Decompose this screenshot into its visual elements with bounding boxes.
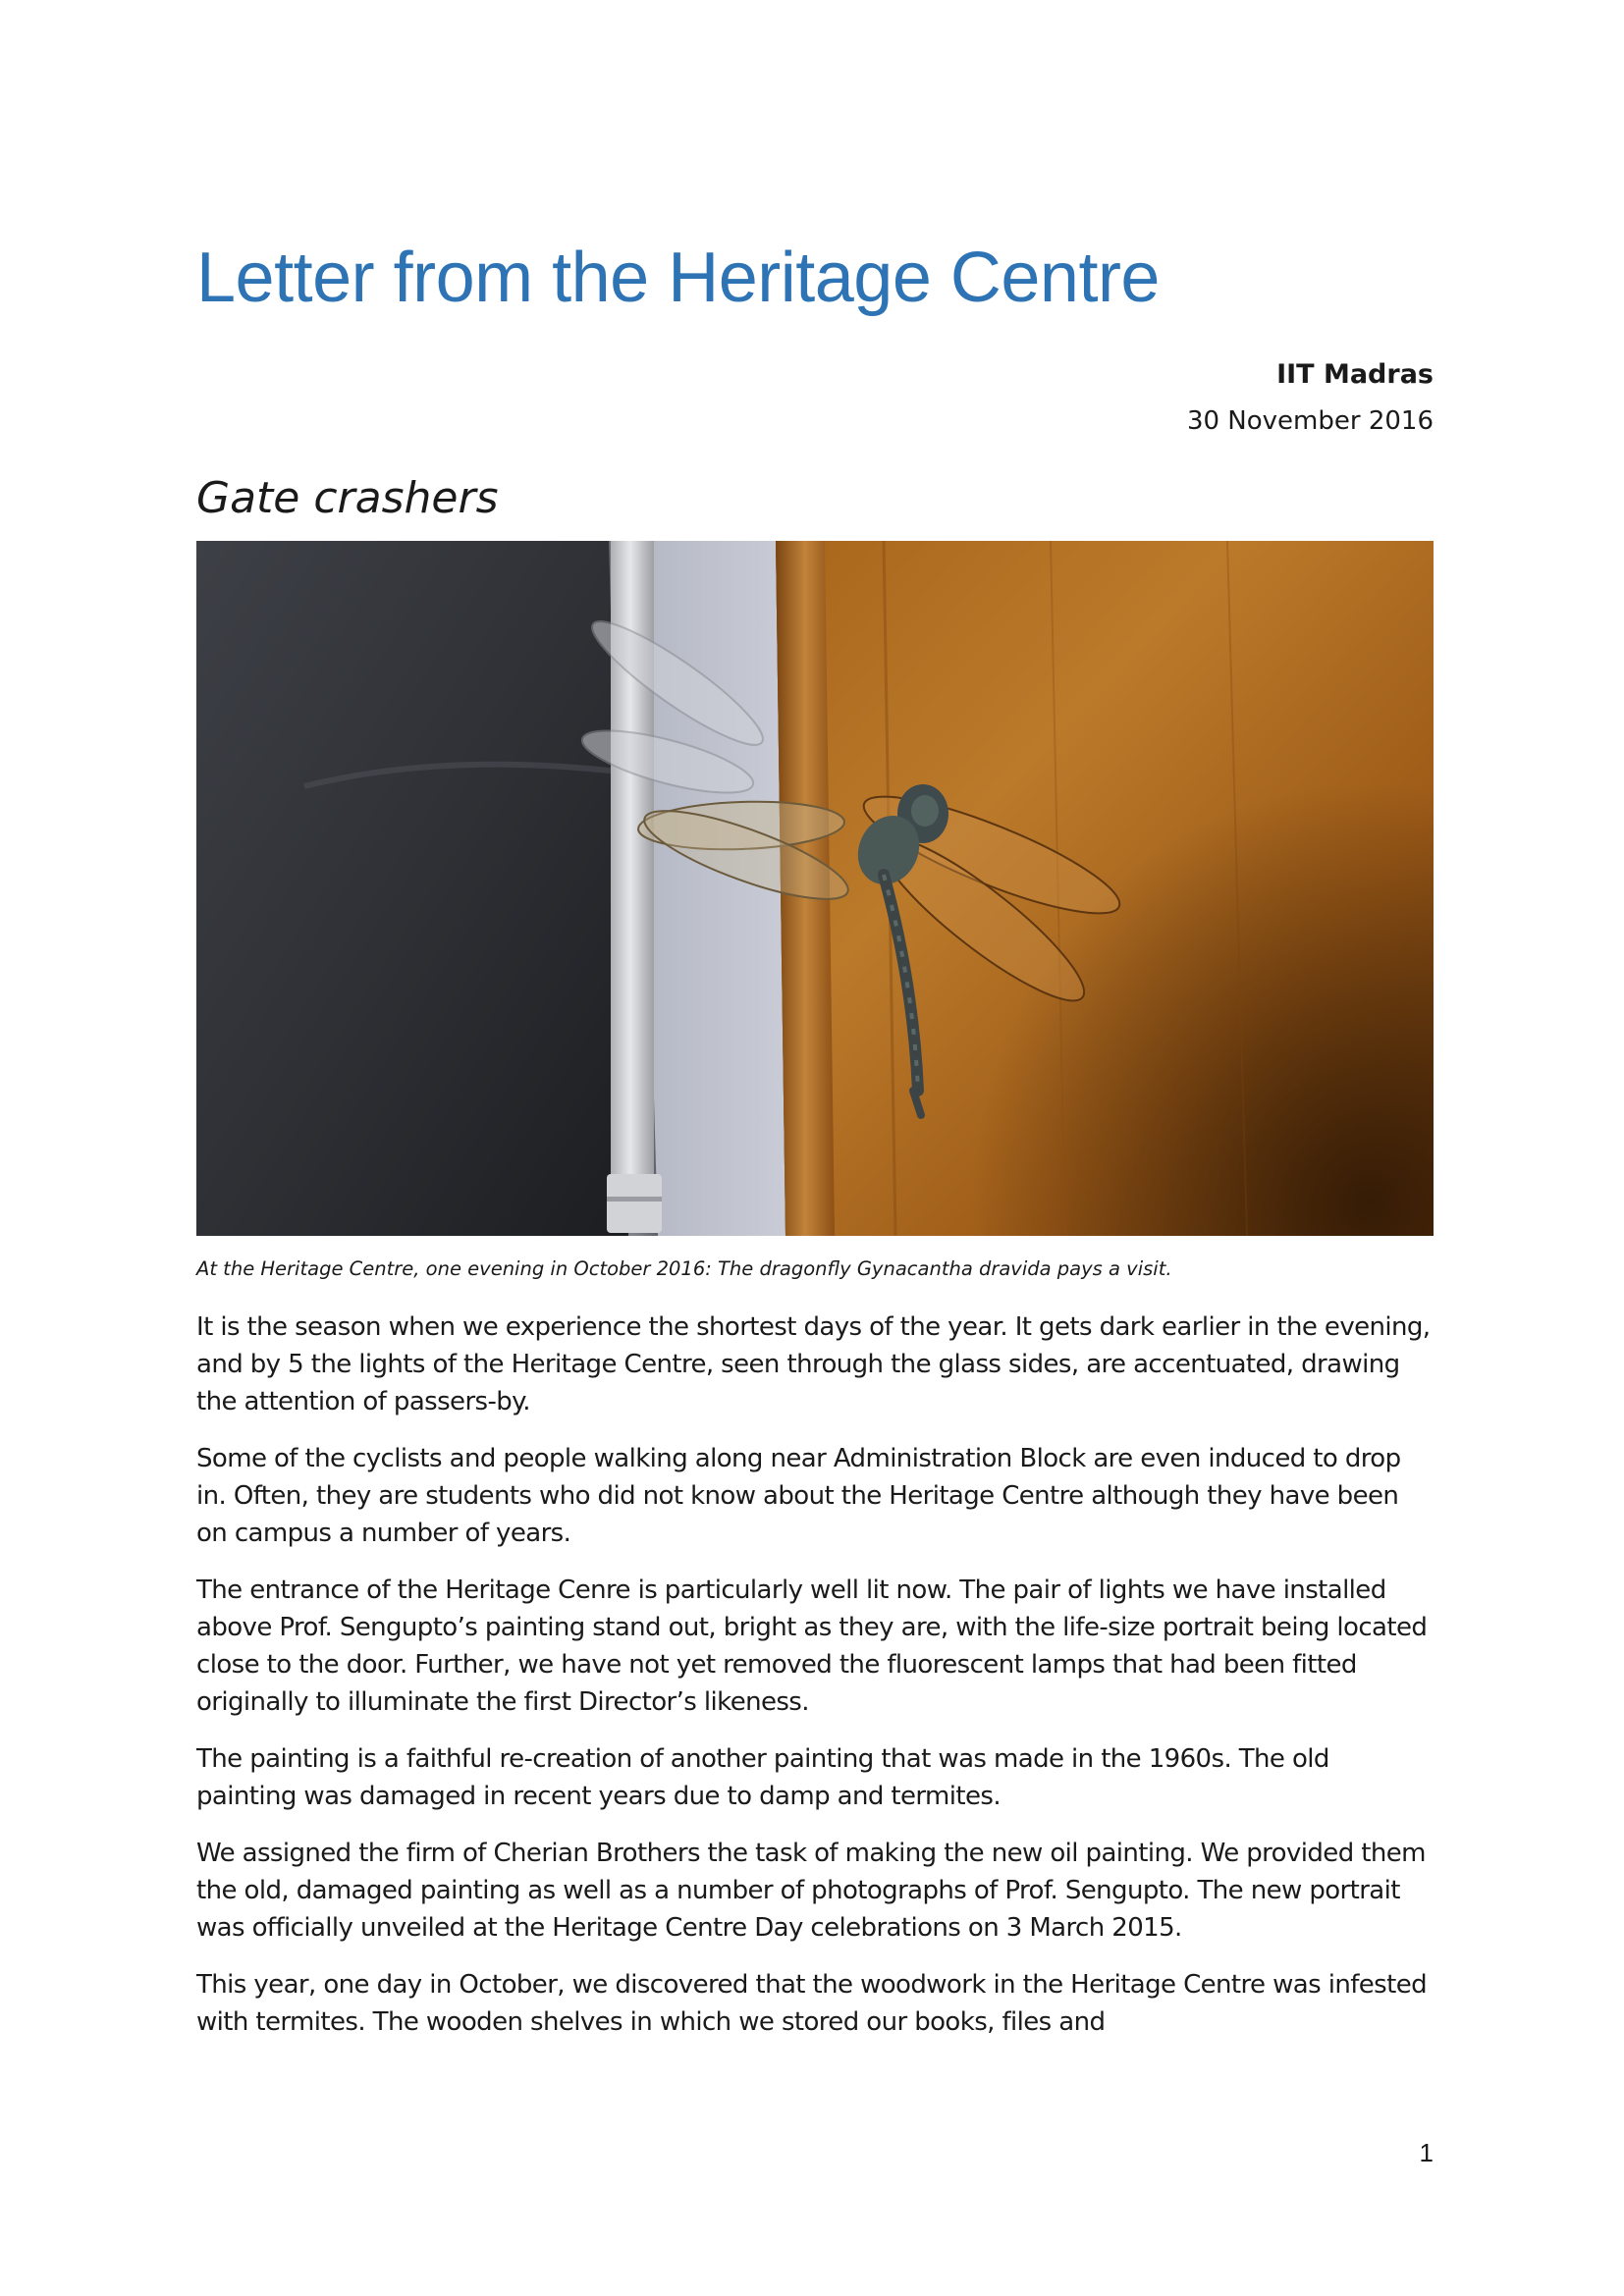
- paragraph: The painting is a faithful re-creation of another painting that was made in the 1960s. The old painting was damaged in recent years due to damp and termites.: [196, 1744, 1329, 1811]
- page-number: 1: [1419, 2138, 1434, 2167]
- paragraph: It is the season when we experience the shortest days of the year. It gets dark earlier in the evening, and by 5 the lights of the Heritage Centre, seen through the glass sides, are accentuated, drawing the attention of passers-by.: [196, 1312, 1431, 1416]
- letter-date: 30 November 2016: [1186, 406, 1434, 436]
- paragraph: This year, one day in October, we discovered that the woodwork in the Heritage Centre was infested with termites. The wooden shelves in which we stored our books, files and: [196, 1970, 1427, 2037]
- organization-name: IIT Madras: [1276, 359, 1434, 390]
- page-title: Letter from the Heritage Centre: [196, 239, 1160, 317]
- paragraph: The entrance of the Heritage Cenre is particularly well lit now. The pair of lights we have installed above Prof. Sengupto’s painting stand out, bright as they are, with the life-size portrait being located close to the door. Further, we have not yet removed the fluorescent lamps that had been fitted originally to illuminate the first Director’s likeness.: [196, 1575, 1428, 1717]
- figure-caption: At the Heritage Centre, one evening in October 2016: The dragonfly Gynacantha dravida pays a visit.: [196, 1257, 1172, 1280]
- section-heading: Gate crashers: [196, 473, 499, 523]
- paragraph: Some of the cyclists and people walking along near Administration Block are even induced to drop in. Often, they are students who did not know about the Heritage Centre although they have been on campus a number of years.: [196, 1444, 1401, 1548]
- dragonfly-photo: [196, 541, 1434, 1236]
- letter-body: [196, 1308, 1435, 2060]
- paragraph: We assigned the firm of Cherian Brothers the task of making the new oil painting. We provided them the old, damaged painting as well as a number of photographs of Prof. Sengupto. The new portrait was officially unveiled at the Heritage Centre Day celebrations on 3 March 2015.: [196, 1839, 1426, 1943]
